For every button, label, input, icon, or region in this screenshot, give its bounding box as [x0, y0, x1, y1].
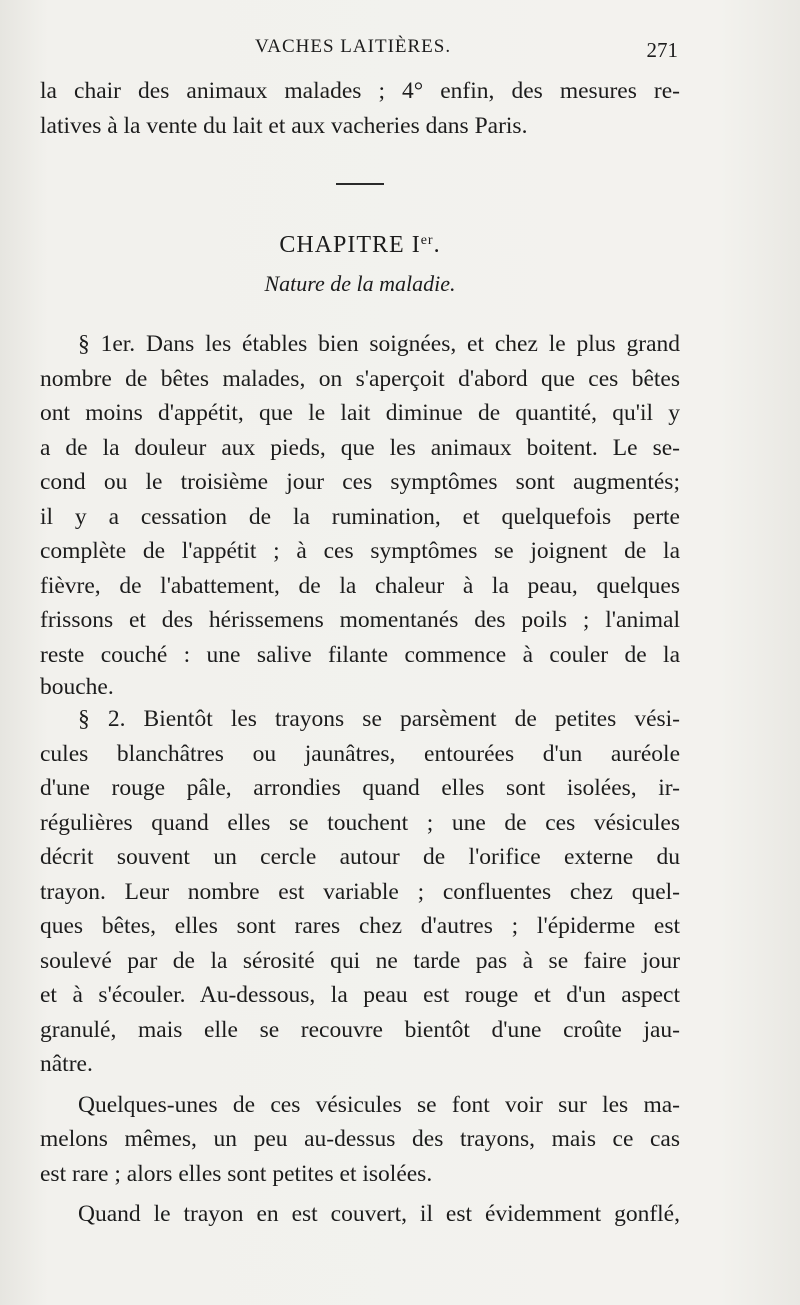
section-divider: [336, 183, 384, 185]
text-line: d'une rouge pâle, arrondies quand elles sont isolées, ir-: [40, 775, 680, 801]
chapter-title-period: .: [433, 232, 441, 258]
text-line: nâtre.: [40, 1051, 93, 1077]
text-line: § 2. Bientôt les trayons se parsèment de petites vési-: [78, 706, 680, 732]
text-line: frissons et des hérissemens momentanés des poils ; l'animal: [40, 607, 680, 633]
text-line: est rare ; alors elles sont petites et isolées.: [40, 1160, 433, 1187]
text-line: la chair des animaux malades ; 4° enfin, des mesures re-: [40, 78, 680, 104]
chapter-title-text: CHAPITRE I: [279, 232, 421, 258]
text-line: cules blanchâtres ou jaunâtres, entourées d'un auréole: [40, 740, 680, 767]
text-line: décrit souvent un cercle autour de l'orifice externe du: [40, 844, 680, 870]
text-line: melons mêmes, un peu au-dessus des trayons, mais ce cas: [40, 1126, 680, 1152]
page-header: [40, 30, 680, 70]
text-line: et à s'écouler. Au-dessous, la peau est rouge et d'un aspect: [40, 982, 680, 1008]
running-title: VACHES LAITIÈRES.: [255, 36, 452, 57]
text-line: ques bêtes, elles sont rares chez d'autres ; l'épiderme est: [40, 913, 680, 939]
text-line: nombre de bêtes malades, on s'aperçoit d'abord que ces bêtes: [40, 365, 680, 392]
text-line: granulé, mais elle se recouvre bientôt d'une croûte jau-: [40, 1016, 680, 1043]
text-line: complète de l'appétit ; à ces symptômes se joignent de la: [40, 538, 680, 564]
text-line: régulières quand elles se touchent ; une de ces vésicules: [40, 809, 680, 836]
text-line: ont moins d'appétit, que le lait diminue de quantité, qu'il y: [40, 400, 680, 426]
text-line: Quand le trayon en est couvert, il est évidemment gonflé,: [78, 1201, 680, 1227]
paragraph-3: [40, 1088, 680, 1192]
paragraph-1: [40, 327, 680, 702]
page-body: [40, 74, 680, 1232]
text-line: cond ou le troisième jour ces symptômes sont augmentés;: [40, 469, 680, 495]
page-number: 271: [646, 38, 678, 62]
chapter-title-superscript: er: [420, 233, 434, 248]
section-title: Nature de la maladie.: [264, 271, 456, 296]
text-line: a de la douleur aux pieds, que les animaux boitent. Le se-: [40, 434, 680, 461]
paragraph-4: [40, 1197, 680, 1232]
text-line: latives à la vente du lait et aux vacheries dans Paris.: [40, 112, 528, 139]
text-line: trayon. Leur nombre est variable ; confluentes chez quel-: [40, 878, 680, 905]
text-line: Quelques-unes de ces vésicules se font voir sur les ma-: [78, 1091, 680, 1118]
text-line: § 1er. Dans les étables bien soignées, et chez le plus grand: [78, 331, 680, 357]
chapter-title: [40, 223, 680, 259]
intro-paragraph: [40, 74, 680, 143]
text-line: fièvre, de l'abattement, de la chaleur à la peau, quelques: [40, 572, 680, 599]
paragraph-2: [40, 702, 680, 1082]
text-line: soulevé par de la sérosité qui ne tarde pas à se faire jour: [40, 947, 680, 974]
text-line: reste couché : une salive filante commence à couler de la: [40, 641, 680, 668]
text-line: il y a cessation de la rumination, et quelquefois perte: [40, 503, 680, 530]
text-line: bouche.: [40, 674, 114, 700]
